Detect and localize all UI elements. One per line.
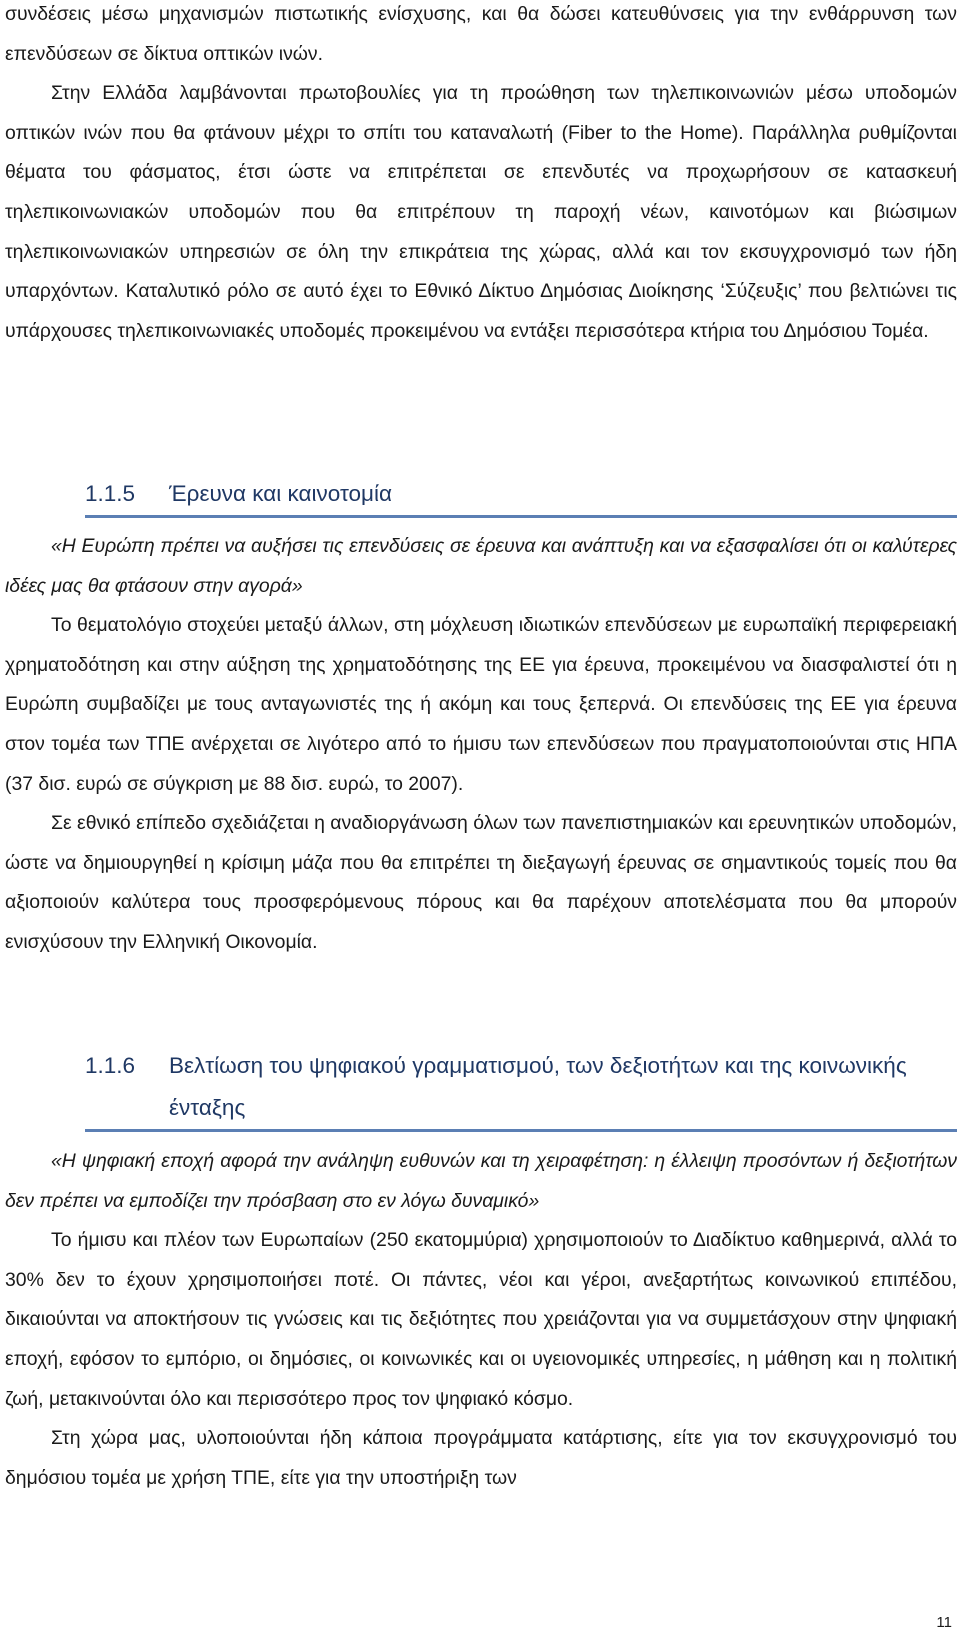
section-title: Έρευνα και καινοτομία [169,481,393,506]
section-title: Βελτίωση του ψηφιακού γραμματισμού, των δεξιοτήτων και της κοινωνικής ένταξης [169,1053,907,1120]
section-heading-1-1-6 [85,1045,957,1132]
paragraph-training-programs: Στη χώρα μας, υλοποιούνται ήδη κάποια προγράμματα κατάρτισης, είτε για τον εκσυγχρονισμό του δημόσιου τομέα με χρήση ΤΠΕ, είτε για την υποστήριξη των [5,1427,957,1489]
section-quote: «Η ψηφιακή εποχή αφορά την ανάληψη ευθυνών και τη χειραφέτηση: η έλλειψη προσόντων ή δεξιοτήτων δεν πρέπει να εμποδίζει την πρόσβαση στο εν λόγω δυναμικό» [5,1150,957,1212]
section-number: 1.1.6 [85,1053,136,1078]
section-number: 1.1.5 [85,481,136,506]
paragraph-digital-literacy: Το ήμισυ και πλέον των Ευρωπαίων (250 εκατομμύρια) χρησιμοποιούν το Διαδίκτυο καθημερινά, αλλά το 30% δεν το έχουν χρησιμοποιήσει ποτέ. Οι πάντες, νέοι και γέροι, ανεξαρτήτως κοινωνικού επιπέδου, δικαιούνται να αποκτήσουν τις γνώσεις και τις δεξιότητες που χρειάζονται για να συμμετάσχουν στην ψηφιακή εποχή, εφόσον το εμπόριο, οι δημόσιες, οι κοινωνικές και οι υγειονομικές υπηρεσίες, η μάθηση και η πολιτική ζωή, μετακινούνται όλο και περισσότερο προς τον ψηφιακό κόσμο. [5,1229,957,1410]
section-heading-1-1-5 [85,473,957,518]
paragraph-national-research: Σε εθνικό επίπεδο σχεδιάζεται η αναδιοργάνωση όλων των πανεπιστημιακών και ερευνητικών υποδομών, ώστε να δημιουργηθεί η κρίσιμη μάζα που θα επιτρέπει τη διεξαγωγή έρευνας σε σημαντικούς τομείς που θα αξιοποιούν καλύτερα τους προσφερόμενους πόρους και θα παρέχουν αποτελέσματα που θα μπορούν ενισχύσουν την Ελληνική Οικονομία. [5,812,957,953]
paragraph-research-funding: Το θεματολόγιο στοχεύει μεταξύ άλλων, στη μόχλευση ιδιωτικών επενδύσεων με ευρωπαϊκή περιφερειακή χρηματοδότηση και στην αύξηση της χρηματοδότησης της ΕΕ για έρευνα, προκειμένου να διασφαλιστεί ότι η Ευρώπη συμβαδίζει με τους ανταγωνιστές της ή ακόμη και τους ξεπερνά. Οι επενδύσεις της ΕΕ για έρευνα στον τομέα των ΤΠΕ ανέρχεται σε λιγότερο από το ήμισυ των επενδύσεων που πραγματοποιούνται στις ΗΠΑ (37 δισ. ευρώ σε σύγκριση με 88 δισ. ευρώ, το 2007). [5,614,957,795]
paragraph-continuation: συνδέσεις μέσω μηχανισμών πιστωτικής ενίσχυσης, και θα δώσει κατευθύνσεις για την ενθάρρυνση των επενδύσεων σε δίκτυα οπτικών ινών. [5,3,957,65]
page-number: 11 [936,1614,952,1631]
section-quote: «Η Ευρώπη πρέπει να αυξήσει τις επενδύσεις σε έρευνα και ανάπτυξη και να εξασφαλίσει ότι οι καλύτερες ιδέες μας θα φτάσουν στην αγορά» [5,535,957,597]
paragraph-greece-fiber: Στην Ελλάδα λαμβάνονται πρωτοβουλίες για τη προώθηση των τηλεπικοινωνιών μέσω υποδομών οπτικών ινών που θα φτάνουν μέχρι το σπίτι του καταναλωτή (Fiber to the Home). Παράλληλα ρυθμίζονται θέματα του φάσματος, έτσι ώστε να επιτρέπεται σε επενδυτές να προχωρήσουν σε κατασκευή τηλεπικοινωνιακών υποδομών που θα επιτρέπουν τη παροχή νέων, καινοτόμων και βιώσιμων τηλεπικοινωνιακών υπηρεσιών σε όλη την επικράτεια της χώρας, αλλά και τον εκσυγχρονισμό των ήδη υπαρχόντων. Καταλυτικό ρόλο σε αυτό έχει το Εθνικό Δίκτυο Δημόσιας Διοίκησης ‘Σύζευξις’ που βελτιώνει τις υπάρχουσες τηλεπικοινωνιακές υποδομές προκειμένου να εντάξει περισσότερα κτήρια του Δημόσιου Τομέα. [5,82,957,342]
